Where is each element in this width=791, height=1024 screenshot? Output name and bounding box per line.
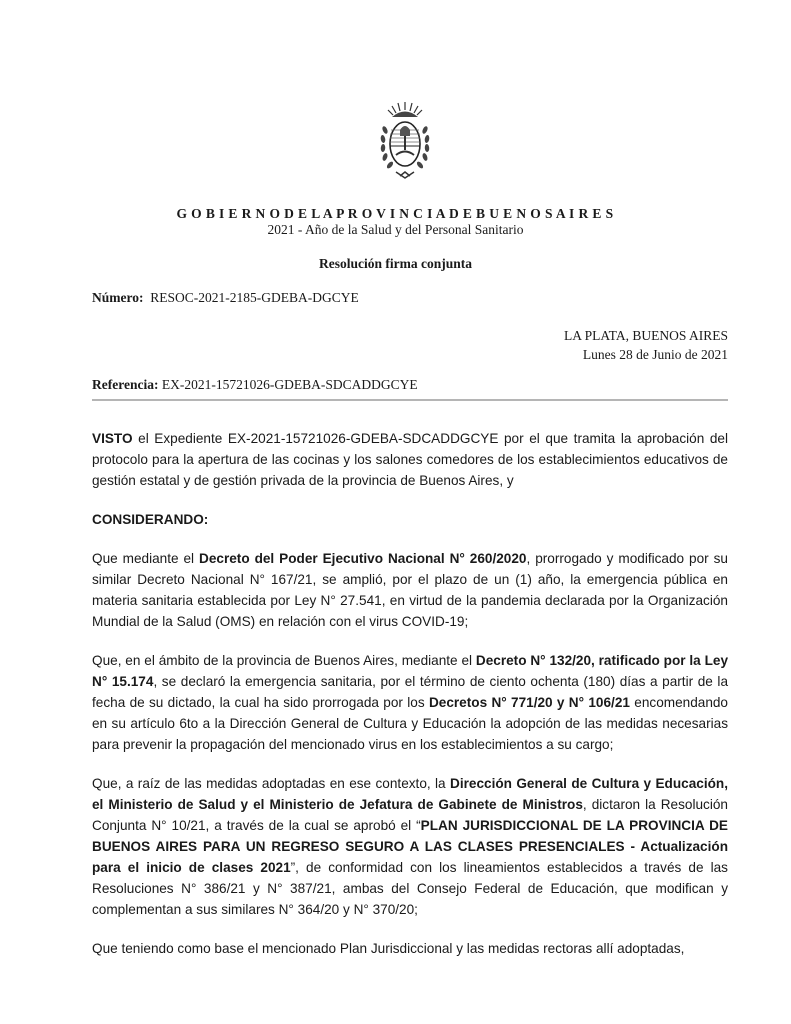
- bold-run: Dirección General de Cultura y Educación, el Ministerio de Salud y el Ministerio de Jefatura de Gabinete de Ministros: [92, 776, 728, 812]
- date: Lunes 28 de Junio de 2021: [582, 347, 728, 362]
- coat-of-arms-icon: [374, 100, 436, 188]
- referencia-field: [92, 377, 418, 393]
- text-run: , se declaró la emergencia sanitaria, por el término de ciento ochenta (180) días a partir de la fecha de su dictado, la cual ha sido prorrogada por los: [92, 674, 728, 710]
- place: LA PLATA, BUENOS AIRES: [564, 328, 728, 343]
- visto-text: el Expediente EX-2021-15721026-GDEBA-SDCADDGCYE por el que tramita la aprobación del protocolo para la apertura de las cocinas y los salones comedores de los establecimientos educativos de gestión estatal y de gestión privada de la provincia de Buenos Aires, y: [92, 431, 728, 488]
- text-run: Que, a raíz de las medidas adoptadas en ese contexto, la: [92, 776, 450, 791]
- paragraph-2: [92, 650, 728, 755]
- referencia-value: EX-2021-15721026-GDEBA-SDCADDGCYE: [161, 377, 418, 392]
- numero-label: Número:: [92, 290, 144, 305]
- bold-run: PLAN JURISDICCIONAL DE LA PROVINCIA DE BUENOS AIRES PARA UN REGRESO SEGURO A LAS CLASES PRESENCIALES - Actualización para el inicio de clases 2021: [92, 818, 729, 875]
- visto-lead: VISTO: [92, 431, 133, 446]
- text-run: encomendando en su artículo 6to a la Dirección General de Cultura y Educación la adopción de las medidas necesarias para prevenir la propagación del mencionado virus en los establecimientos a su cargo;: [92, 695, 728, 752]
- bold-run: Decretos N° 771/20 y N° 106/21: [428, 695, 630, 710]
- considerando-heading: CONSIDERANDO:: [92, 512, 209, 527]
- paragraph-3: [92, 773, 728, 920]
- header-divider: [92, 399, 728, 401]
- paragraph-1: [92, 548, 728, 632]
- bold-run: Decreto del Poder Ejecutivo Nacional N° 260/2020: [199, 551, 527, 566]
- visto-paragraph: [92, 428, 728, 491]
- text-run: Que teniendo como base el mencionado Plan Jurisdiccional y las medidas rectoras allí adoptadas,: [92, 941, 685, 956]
- referencia-label: Referencia:: [92, 377, 159, 392]
- bold-run: Decreto N° 132/20, ratificado por la Ley N° 15.174: [92, 653, 729, 689]
- document-body: [92, 428, 728, 977]
- year-motto: 2021 - Año de la Salud y del Personal Sanitario: [267, 222, 524, 237]
- text-run: , dictaron la Resolución Conjunta N° 10/21, a través de la cual se aprobó el “: [92, 797, 728, 833]
- resolution-type: Resolución firma conjunta: [319, 256, 472, 271]
- numero-field: [92, 290, 359, 306]
- government-title: G O B I E R N O D E L A P R O V I N C I A D E B U E N O S A I R E S: [176, 206, 615, 221]
- text-run: Que mediante el: [92, 551, 200, 566]
- numero-value: RESOC-2021-2185-GDEBA-DGCYE: [150, 290, 359, 305]
- text-run: Que, en el ámbito de la provincia de Buenos Aires, mediante el: [92, 653, 476, 668]
- paragraph-4: [92, 938, 728, 959]
- text-run: ”, de conformidad con los lineamientos establecidos a través de las Resoluciones N° 386/21 y N° 387/21, ambas del Consejo Federal de Educación, que modifican y complementan a sus similares N° 364/20 y N° 370/20;: [92, 860, 728, 917]
- place-date: [564, 326, 728, 364]
- text-run: , prorrogado y modificado por su similar Decreto Nacional N° 167/21, se amplió, por el plazo de un (1) año, la emergencia pública en materia sanitaria establecida por Ley N° 27.541, en virtud de la pandemia declarada por la Organización Mundial de la Salud (OMS) en relación con el virus COVID-19;: [92, 551, 728, 629]
